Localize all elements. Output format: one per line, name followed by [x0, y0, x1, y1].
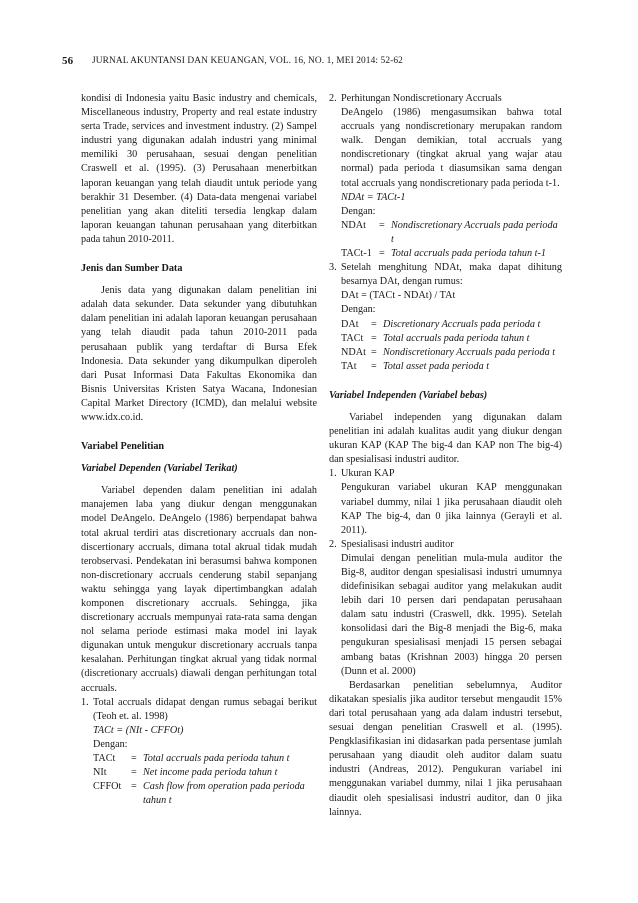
definition-equals: = [379, 248, 385, 260]
definition-equals: = [131, 767, 137, 779]
definition-desc: Total accruals pada perioda tahun t [143, 753, 290, 765]
definition-row [329, 318, 562, 332]
definition-row [81, 752, 317, 766]
list-item-nondiscretionary [329, 92, 562, 106]
paragraph-ukuran-kap: Pengukuran variabel ukuran KAP menggunakan variabel dummy, nilai 1 jika perusahaan diaudit oleh KAP The big-4, dan 0 jika lainnya (Gerayli et al. 2011). [341, 482, 562, 536]
list-item-total-accruals [81, 696, 317, 724]
definition-row [329, 219, 562, 247]
paragraph-dependent-variable: Variabel dependen dalam penelitian ini adalah manajemen laba yang diukur dengan menggunakan model DeAngelo. DeAngelo (1986) berpendapat bahwa total akrual terdiri atas discretionary accruals dan non-discertionary accruals, dimana total akrual tidak mudah terobservasi. Pendekatan ini berasumsi bahwa komponen non-discretionary accruals cenderung stabil sepanjang waktu sehingga yang layak dipertimbangkan adalah komponen discretionary accruals. Sehingga, jika discretionary accruals mempunyai rata-rata sama dengan nol selama periode estimasi maka model ini layak digunakan untuk mengukur discretionary accruals tanpa kesalahan. Perhitungan tingkat akrual yang tidak normal (discretionary accruals) diawali dengan perhitungan total accruals. [81, 485, 317, 694]
definition-term: NIt [93, 767, 107, 779]
paragraph-data-source: Jenis data yang digunakan dalam penelitian ini adalah data sekunder. Data sekunder yang dibutuhkan dalam penelitian ini adalah laporan keuangan perusahaan yang telah diaudit pada tahun 2010-2011 pada perusahaan publik yang terdaftar di Bursa Efek Indonesia. Data sekunder yang dikumpulkan diperoleh dari Pusat Informasi Data Fakultas Ekonomika dan Bisnis Universitas Kristen Satya Wacana, Indonesian Capital Market Directory (ICMD), dan melalui website www.idx.co.id. [81, 285, 317, 423]
definition-term: NDAt [341, 346, 366, 358]
definition-equals: = [379, 219, 385, 231]
definition-equals: = [131, 753, 137, 765]
definition-row [329, 247, 562, 261]
paragraph-spesialisasi: Dimulai dengan penelitian mula-mula auditor the Big-8, auditor dengan spesialisasi industri umumnya didefinisikan sebagai auditor yang melakukan audit lebih dari 10 persen dari pendapatan perusahaan dalam satu industri (Craswell, dkk. 1995). Setelah konsolidasi dari the Big-8 menjadi the Big-6, maka pengukuran spesialisasi menjadi 15 persen sebagai ambang batas (Krishnan 2003) hingga 20 persen (Dunn et al. 2000) [341, 552, 562, 677]
definition-row [329, 346, 562, 360]
list-title: Perhitungan Nondiscretionary Accruals [341, 93, 502, 104]
definition-equals: = [131, 781, 137, 793]
definition-desc: Discretionary Accruals pada perioda t [383, 318, 541, 330]
label-dengan: Dengan: [341, 205, 376, 217]
definition-equals: = [371, 360, 377, 372]
list-item-ukuran-kap [329, 467, 562, 481]
list-text: Setelah menghitung NDAt, maka dapat dihitung besarnya DAt, dengan rumus: [341, 262, 562, 288]
definition-term: DAt [341, 318, 359, 330]
left-column [81, 92, 317, 808]
definition-equals: = [371, 318, 377, 330]
definition-term: NDAt [341, 219, 366, 231]
label-dengan: Dengan: [341, 304, 376, 316]
list-text: Total accruals didapat dengan rumus sebagai berikut (Teoh et. al. 1998) [93, 696, 317, 722]
definition-term: TACt [341, 332, 364, 344]
heading-variabel-dependen: Variabel Dependen (Variabel Terikat) [81, 463, 238, 475]
paragraph-auditor-specialist: Berdasarkan penelitian sebelumnya, Auditor dikatakan spesialis jika auditor tersebut mengaudit 15% dari total perusahaan yang ada dalam industri tersebut, sesuai dengan penelitian Craswell et al. (1995). Pengklasifikasian ini didasarkan pada persentase jumlah perusahaan yang diaudit oleh auditor dalam suatu industri (Andreas, 2012). Pengukuran variabel ini menggunakan variabel dummy, nilai 1 jika perusahaan diaudit oleh spesialisasi industri auditor, dan 0 jika lainnya. [329, 679, 562, 818]
definition-desc: Total accruals pada perioda tahun t-1 [391, 248, 546, 260]
list-item-spesialisasi [329, 538, 562, 552]
definition-row [329, 360, 562, 374]
definition-term: TACt-1 [341, 248, 372, 260]
list-number: 2. [329, 538, 337, 550]
definition-desc: Cash flow from operation pada perioda tahun t [143, 781, 305, 807]
formula-total-accruals: TACt = (NIt - CFFOt) [93, 724, 184, 736]
paragraph-nondiscretionary: DeAngelo (1986) mengasumsikan bahwa total accruals yang nondiscretionary merupakan random walk. Dengan demikian, total accruals yang nondiscretionary (tingkat akrual yang wajar atau normal) pada perioda t diasumsikan sama dengan total accruals yang nondiscretionary pada perioda t-1. [341, 107, 562, 189]
heading-variabel-penelitian: Variabel Penelitian [81, 441, 165, 453]
definition-row [329, 332, 562, 346]
label-dengan: Dengan: [93, 738, 128, 750]
running-header [62, 56, 582, 74]
heading-variabel-independen: Variabel Independen (Variabel bebas) [329, 389, 488, 401]
definition-row [81, 766, 317, 780]
definition-desc: Total asset pada perioda t [383, 360, 490, 372]
list-title: Spesialisasi industri auditor [341, 538, 454, 550]
definition-desc: Net income pada perioda tahun t [143, 767, 278, 779]
list-item-da [329, 261, 562, 289]
right-column [329, 92, 562, 820]
page-number: 56 [62, 55, 74, 67]
list-number: 3. [329, 262, 337, 274]
heading-jenis-sumber-data: Jenis dan Sumber Data [81, 263, 183, 275]
list-number: 2. [329, 93, 337, 104]
journal-title: JURNAL AKUNTANSI DAN KEUANGAN, VOL. 16, NO. 1, MEI 2014: 52-62 [92, 56, 403, 66]
definition-equals: = [371, 346, 377, 358]
definition-term: TACt [93, 753, 116, 765]
list-title: Ukuran KAP [341, 468, 395, 480]
list-number: 1. [329, 468, 337, 480]
definition-desc: Nondiscretionary Accruals pada perioda t [383, 346, 556, 358]
formula-nda: NDAt = TACt-1 [341, 191, 406, 203]
definition-row [81, 780, 317, 808]
definition-desc: Nondiscretionary Accruals pada perioda t [391, 219, 558, 245]
formula-da: DAt = (TACt - NDAt) / TAt [341, 290, 456, 302]
definition-equals: = [371, 332, 377, 344]
definition-term: CFFOt [93, 781, 122, 793]
list-number: 1. [81, 696, 89, 708]
definition-term: TAt [341, 360, 357, 372]
definition-desc: Total accruals pada perioda tahun t [383, 332, 530, 344]
paragraph-independent-variable: Variabel independen yang digunakan dalam penelitian ini adalah kualitas audit yang diukur dengan ukuran KAP (KAP The big-4 dan KAP non The big-4) dan spesialisasi industri auditor. [329, 411, 562, 466]
paragraph-sample-criteria: kondisi di Indonesia yaitu Basic industry and chemicals, Miscellaneous industry, Property and real estate industry serta Trade, services and investment industry. (2) Sampel industri yang digunakan adalah industri yang minimal memiliki 30 perusahaan, sesuai dengan penelitian Craswell et al. (1995). (3) Perusahaan menerbitkan laporan keuangan yang telah diaudit untuk periode yang berakhir 31 Desember. (4) Data-data mengenai variabel penelitian yang akan diteliti tersedia lengkap dalam laporan keuangan tahunan perusahaan yang diterbitkan pada tahun 2010-2011. [81, 93, 317, 245]
